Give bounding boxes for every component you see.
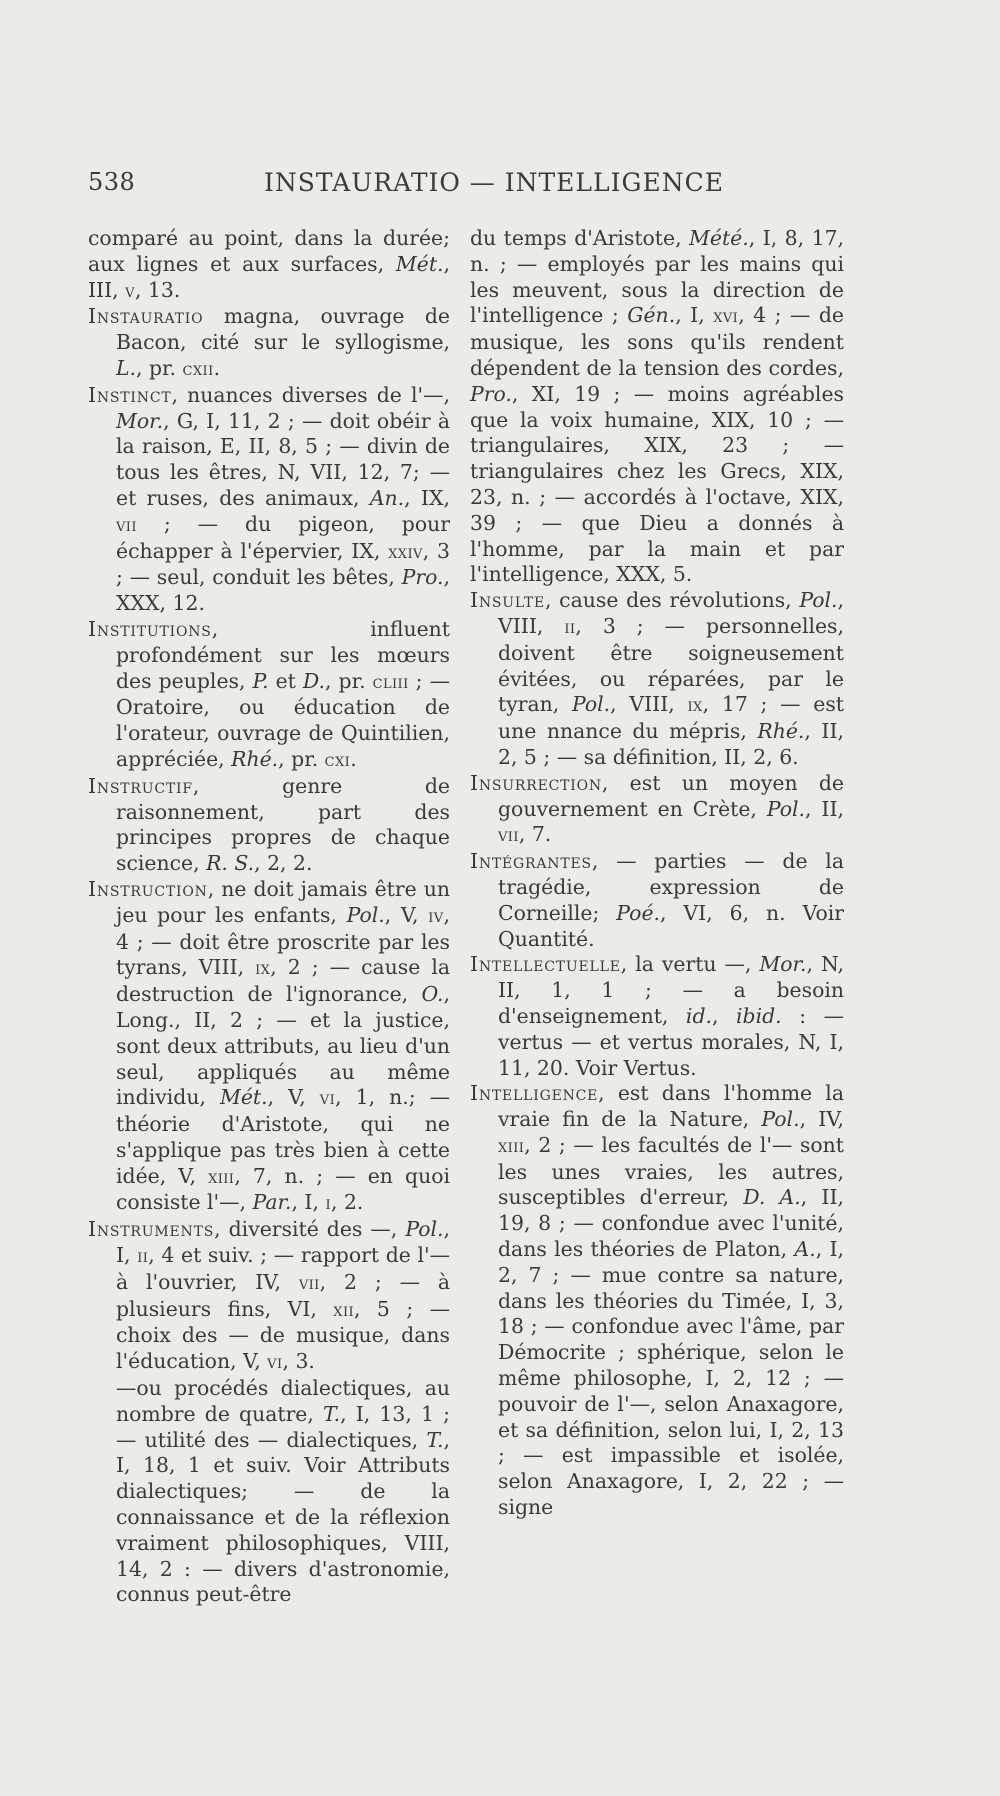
index-entry: Intellectuelle, la vertu —, Mor., N, II, 1, 1 ; — a besoin d'enseignement, id., ibid. : — vertus — et vertus morales, N, I, 11, 20. Voir Vertus.: [470, 952, 845, 1080]
right-column: [470, 226, 844, 1521]
index-entry: Institutions, influent profondément sur les mœurs des peuples, P. et D., pr. cliii ; — Oratoire, ou éducation de l'orateur, ouvrage de Quintilien, appréciée, Rhé., pr. cxi.: [88, 616, 450, 771]
index-entry: du temps d'Aristote, Mété., I, 8, 17, n. ; — employés par les mains qui les meuvent, sous la direction de l'intelligence ; Gén., I, xvi, 4 ; — de musique, les sons qu'ils rendent dépendent de la tension des cordes, Pro., XI, 19 ; — moins agréables que la voix humaine, XIX, 10 ; — triangulaires, XIX, 23 ; — triangulaires chez les Grecs, XIX, 23, n. ; — accordés à l'octave, XIX, 39 ; — que Dieu a donnés à l'homme, par la main et par l'intelligence, XXX, 5.: [470, 226, 844, 587]
index-entry: Instructif, genre de raisonnement, part des principes propres de chaque science, R. S., 2, 2.: [88, 773, 450, 876]
index-entry: Intégrantes, — parties — de la tragédie, expression de Corneille; Poé., VI, 6, n. Voir Quantité.: [470, 849, 844, 951]
left-column: [88, 226, 450, 1608]
running-head: INSTAURATIO — INTELLIGENCE: [264, 168, 724, 197]
page-number: 538: [88, 168, 136, 196]
index-entry: Insulte, cause des révolutions, Pol., VIII, ii, 3 ; — personnelles, doivent être soigneusement évitées, ou réparées, par le tyran, Pol., VIII, ix, 17 ; — est une nnance du mépris, Rhé., II, 2, 5 ; — sa définition, II, 2, 6.: [470, 588, 844, 769]
index-entry: Instinct, nuances diverses de l'—, Mor., G, I, 11, 2 ; — doit obéir à la raison, E, II, 8, 5 ; — divin de tous les êtres, N, VII, 12, 7; — et ruses, des animaux, An., IX, vii ; — du pigeon, pour échapper à l'épervier, IX, xxiv, 3 ; — seul, conduit les bêtes, Pro., XXX, 12.: [88, 382, 451, 616]
index-entry: Insurrection, est un moyen de gouvernement en Crète, Pol., II, vii, 7.: [470, 770, 844, 847]
page-header: [88, 168, 724, 208]
index-entry: comparé au point, dans la durée; aux lignes et aux surfaces, Mét., III, v, 13.: [88, 226, 450, 302]
index-entry: —ou procédés dialectiques, au nombre de quatre, T., I, 13, 1 ; — utilité des — dialectiques, T., I, 18, 1 et suiv. Voir Attributs dialectiques; — de la connaissance et de la réflexion vraiment philosophiques, VIII, 14, 2 : — divers d'astronomie, connus peut-être: [116, 1376, 450, 1607]
index-entry: Instruction, ne doit jamais être un jeu pour les enfants, Pol., V, iv, 4 ; — doit être proscrite par les tyrans, VIII, ix, 2 ; — cause la destruction de l'ignorance, O., Long., II, 2 ; — et la justice, sont deux attributs, au lieu d'un seul, appliqués au même individu, Mét., V, vi, 1, n.; — théorie d'Aristote, qui ne s'applique pas très bien à cette idée, V, xiii, 7, n. ; — en quoi consiste l'—, Par., I, i, 2.: [88, 876, 450, 1215]
index-entry: Instauratio magna, ouvrage de Bacon, cité sur le syllogisme, L., pr. cxii.: [88, 304, 450, 380]
index-entry: Instruments, diversité des —, Pol., I, ii, 4 et suiv. ; — rapport de l'— à l'ouvrier, IV, vii, 2 ; — à plusieurs fins, VI, xii, 5 ; — choix des — de musique, dans l'éducation, V, vi, 3.: [88, 1217, 450, 1374]
index-entry: Intelligence, est dans l'homme la vraie fin de la Nature, Pol., IV, xiii, 2 ; — les facultés de l'— sont les unes vraies, les autres, susceptibles d'erreur, D. A., II, 19, 8 ; — confondue avec l'unité, dans les théories de Platon, A., I, 2, 7 ; — mue contre sa nature, dans les théories du Timée, I, 3, 18 ; — confondue avec l'âme, par Démocrite ; sphérique, selon le même philosophe, I, 2, 12 ; — pouvoir de l'—, selon Anaxagore, et sa définition, selon lui, I, 2, 13 ; — est impassible et isolée, selon Anaxagore, I, 2, 22 ; — signe: [470, 1081, 845, 1520]
